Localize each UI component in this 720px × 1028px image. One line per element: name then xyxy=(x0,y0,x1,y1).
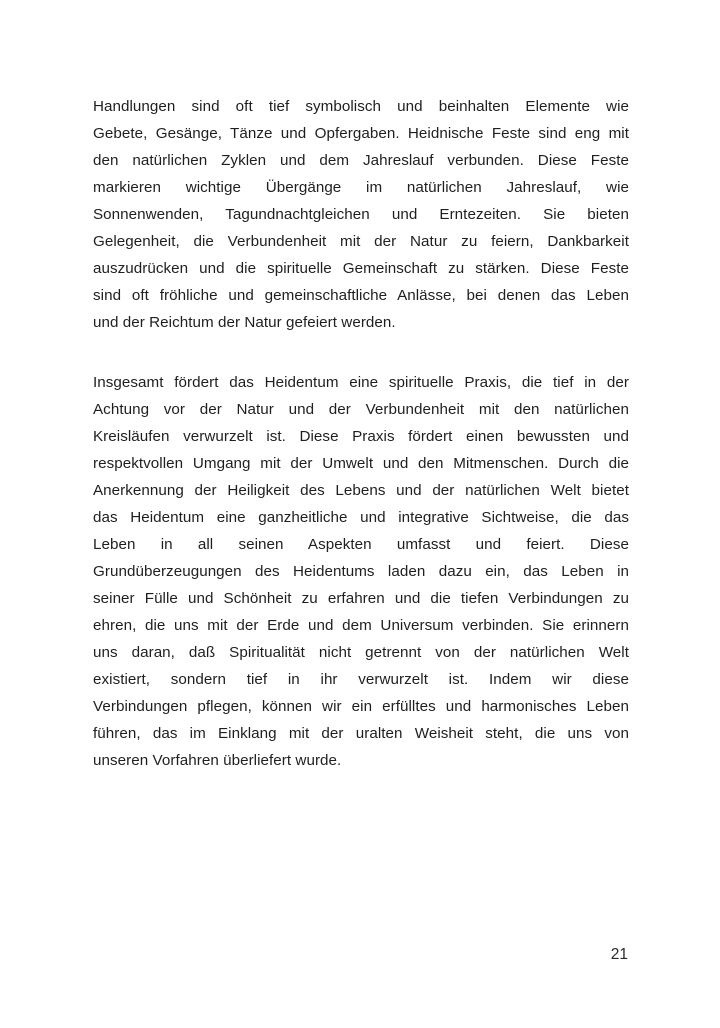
text-line: Gelegenheit, die Verbundenheit mit der Natur zu feiern, Dankbarkeit xyxy=(93,233,629,250)
text-line: markieren wichtige Übergänge im natürlichen Jahreslauf, wie xyxy=(93,179,629,196)
paragraph-summary xyxy=(93,369,629,774)
text-line: den natürlichen Zyklen und dem Jahreslauf verbunden. Diese Feste xyxy=(93,152,629,169)
text-line: seiner Fülle und Schönheit zu erfahren und die tiefen Verbindungen zu xyxy=(93,590,629,607)
text-line: ehren, die uns mit der Erde und dem Universum verbinden. Sie erinnern xyxy=(93,617,629,634)
text-line: Kreisläufen verwurzelt ist. Diese Praxis fördert einen bewussten und xyxy=(93,428,629,445)
text-line: Verbindungen pflegen, können wir ein erfülltes und harmonisches Leben xyxy=(93,698,629,715)
text-line: und der Reichtum der Natur gefeiert werden. xyxy=(93,314,396,331)
text-line: das Heidentum eine ganzheitliche und integrative Sichtweise, die das xyxy=(93,509,629,526)
paragraph-festivals xyxy=(93,93,629,336)
text-line: Anerkennung der Heiligkeit des Lebens und der natürlichen Welt bietet xyxy=(93,482,629,499)
text-line: respektvollen Umgang mit der Umwelt und den Mitmenschen. Durch die xyxy=(93,455,629,472)
text-line: auszudrücken und die spirituelle Gemeinschaft zu stärken. Diese Feste xyxy=(93,260,629,277)
text-line: führen, das im Einklang mit der uralten Weisheit steht, die uns von xyxy=(93,725,629,742)
text-line: Gebete, Gesänge, Tänze und Opfergaben. Heidnische Feste sind eng mit xyxy=(93,125,629,142)
text-line: Achtung vor der Natur und der Verbundenheit mit den natürlichen xyxy=(93,401,629,418)
page-number: 21 xyxy=(610,946,628,963)
text-line: uns daran, daß Spiritualität nicht getrennt von der natürlichen Welt xyxy=(93,644,629,661)
text-line: sind oft fröhliche und gemeinschaftliche Anlässe, bei denen das Leben xyxy=(93,287,629,304)
text-line: Sonnenwenden, Tagundnachtgleichen und Erntezeiten. Sie bieten xyxy=(93,206,629,223)
text-line: Handlungen sind oft tief symbolisch und beinhalten Elemente wie xyxy=(93,98,629,115)
text-line: Leben in all seinen Aspekten umfasst und feiert. Diese xyxy=(93,536,629,553)
text-line: existiert, sondern tief in ihr verwurzelt ist. Indem wir diese xyxy=(93,671,629,688)
text-line: unseren Vorfahren überliefert wurde. xyxy=(93,752,342,769)
text-line: Insgesamt fördert das Heidentum eine spirituelle Praxis, die tief in der xyxy=(93,374,629,391)
text-line: Grundüberzeugungen des Heidentums laden dazu ein, das Leben in xyxy=(93,563,629,580)
